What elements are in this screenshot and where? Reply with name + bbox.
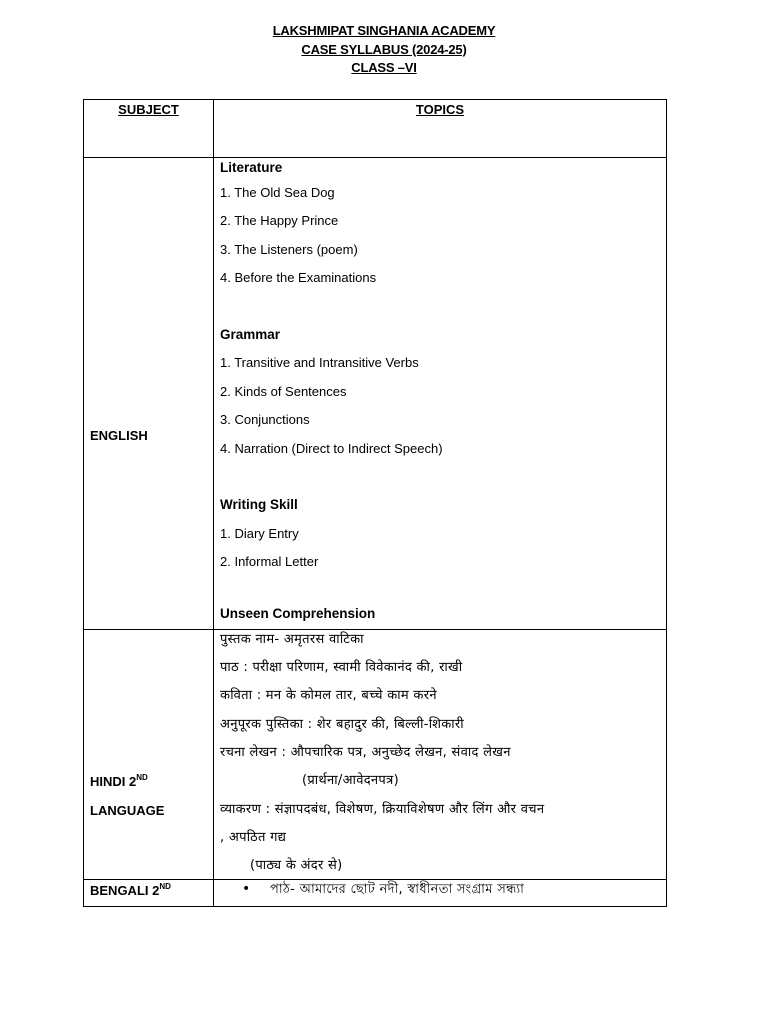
subject-column-header: SUBJECT [84, 100, 214, 158]
list-item: 3. The Listeners (poem) [220, 241, 358, 257]
list-item: रचना लेखन : औपचारिक पत्र, अनुच्छेद लेखन, संवाद लेखन [220, 745, 511, 761]
list-item: (पाठ्य के अंदर से) [250, 857, 343, 873]
table-header-row [84, 100, 667, 158]
list-item: 1. The Old Sea Dog [220, 185, 335, 200]
bullet-icon: • [242, 880, 251, 897]
hindi-row [84, 629, 667, 879]
list-item: व्याकरण : संज्ञापदबंध, विशेषण, क्रियाविशेषण और लिंग और वचन [220, 801, 545, 817]
bengali-subject-cell [84, 879, 214, 906]
list-item: 2. Kinds of Sentences [220, 383, 347, 399]
bengali-subject-label: BENGALI 2ND [90, 881, 171, 898]
list-item: 4. Narration (Direct to Indirect Speech) [220, 440, 443, 456]
list-item: कविता : मन के कोमल तार, बच्चे काम करने [220, 688, 437, 704]
hindi-topics-cell [214, 629, 667, 879]
hindi-subject-label: HINDI 2ND [90, 772, 148, 789]
english-row [84, 158, 667, 630]
hindi-subject-cell [84, 629, 214, 879]
bengali-topics-cell [214, 879, 667, 906]
literature-heading: Literature [220, 160, 283, 175]
list-item: अनुपूरक पुस्तिका : शेर बहादुर की, बिल्ली-शिकारी [220, 716, 464, 732]
writing-skill-heading: Writing Skill [220, 497, 298, 513]
unseen-comprehension-heading: Unseen Comprehension [220, 605, 376, 621]
hindi-subject-label-line2: LANGUAGE [90, 802, 165, 818]
english-topics-cell [214, 158, 667, 630]
document-header [0, 22, 768, 78]
list-item: 4. Before the Examinations [220, 270, 377, 286]
list-item: पुस्तक नाम- अमृतरस वाटिका [220, 631, 364, 647]
list-item: (प्रार्थना/आवेदनपत्र) [302, 773, 399, 789]
english-subject-cell [84, 158, 214, 630]
list-item: 3. Conjunctions [220, 412, 310, 428]
list-item [220, 880, 666, 906]
school-name: LAKSHMIPAT SINGHANIA ACADEMY [272, 23, 496, 38]
grammar-heading: Grammar [220, 326, 281, 342]
class-title: CLASS –VI [351, 60, 417, 75]
list-item: 2. The Happy Prince [220, 213, 339, 229]
english-subject-label: ENGLISH [90, 427, 148, 443]
syllabus-table [83, 99, 667, 907]
list-item: 1. Diary Entry [220, 525, 299, 541]
syllabus-title: CASE SYLLABUS (2024-25) [301, 41, 467, 57]
bengali-topic: পাঠ- আমাদের ছোট নদী, স্বাধীনতা সংগ্রাম সন্ধ্যা [270, 881, 525, 897]
list-item: पाठ : परीक्षा परिणाम, स्वामी विवेकानंद की, राखी [220, 659, 463, 675]
bengali-row [84, 879, 667, 906]
list-item: 1. Transitive and Intransitive Verbs [220, 355, 419, 371]
list-item: 2. Informal Letter [220, 554, 319, 570]
topics-column-header: TOPICS [214, 100, 667, 158]
list-item: , अपठित गद्य [220, 830, 287, 846]
